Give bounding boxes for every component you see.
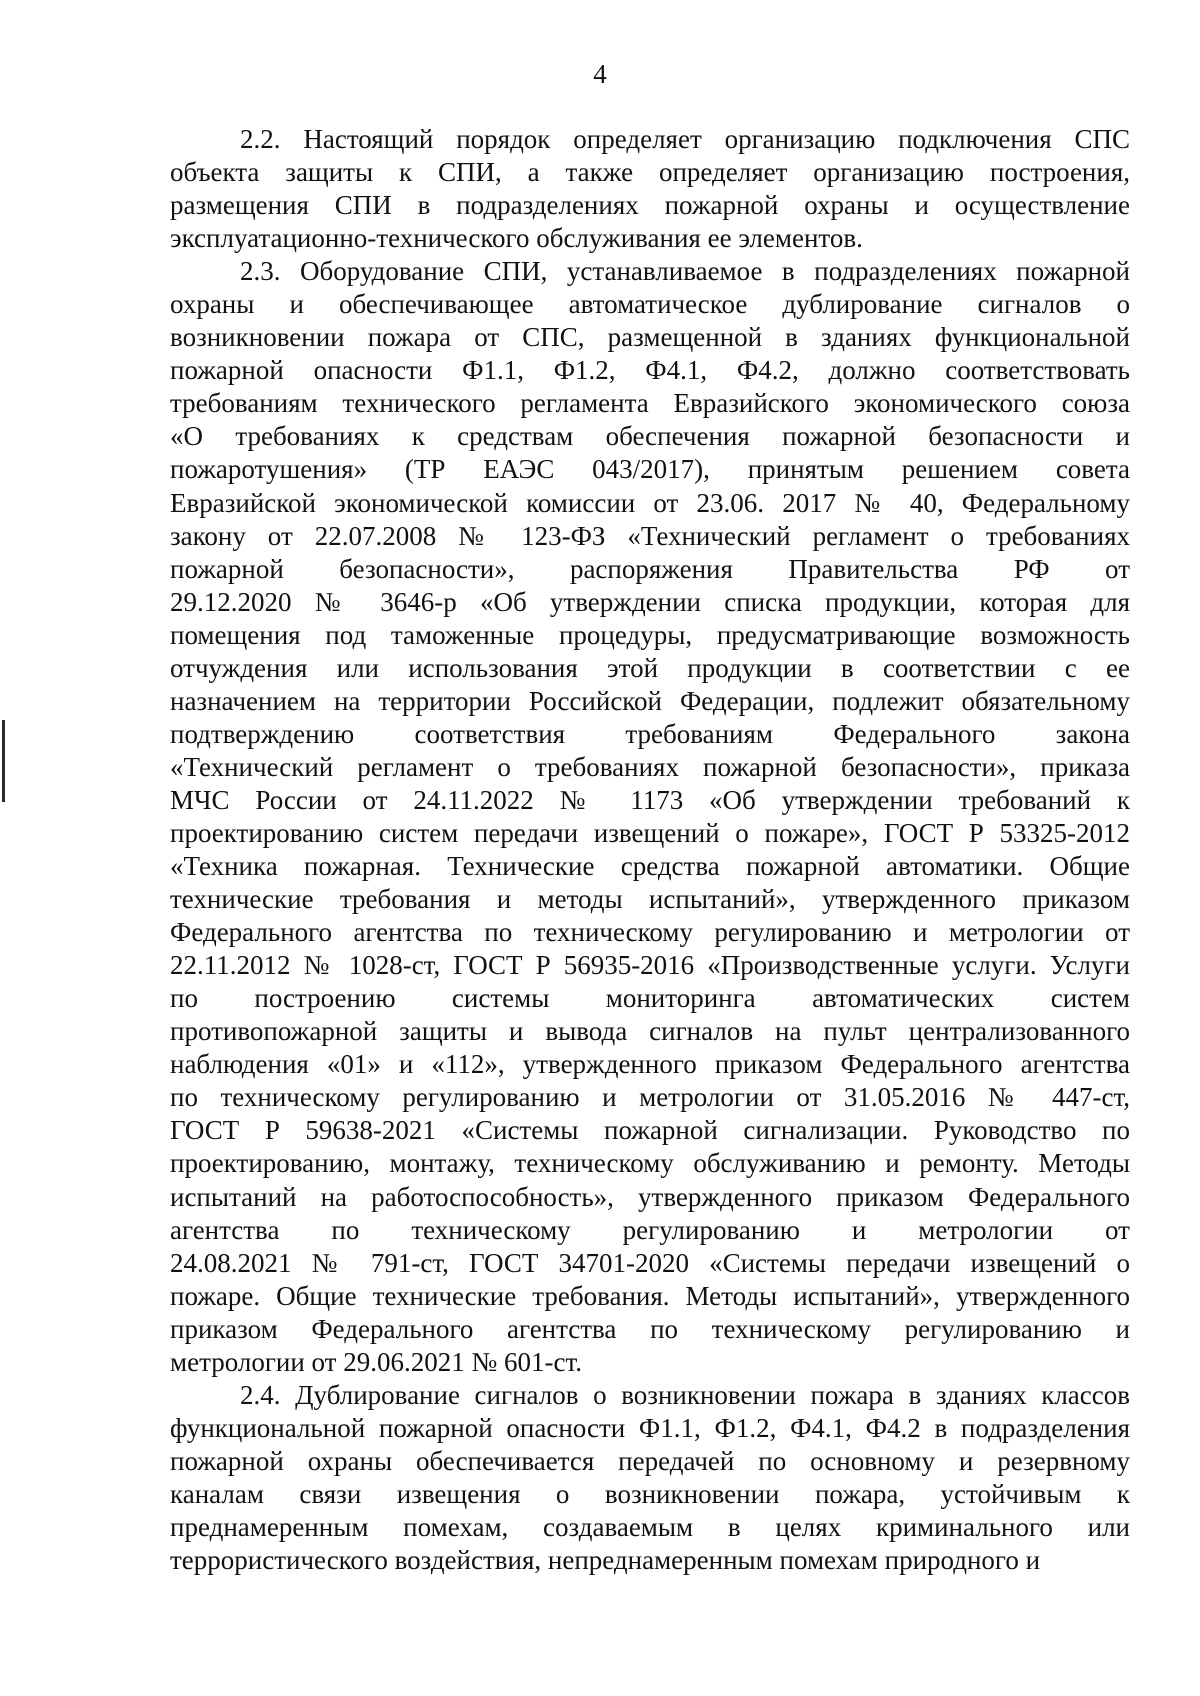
text-line: агентства по техническому регулированию и метрологии от xyxy=(170,1214,1130,1245)
text-line: пожаротушения» (ТР ЕАЭС 043/2017), принятым решением совета xyxy=(170,454,1130,485)
text-line: функциональной пожарной опасности Ф1.1, Ф1.2, Ф4.1, Ф4.2 в подразделения xyxy=(170,1412,1130,1443)
text-line: Федерального агентства по техническому регулированию и метрологии от xyxy=(170,917,1130,948)
text-line: пожарной опасности Ф1.1, Ф1.2, Ф4.1, Ф4.2, должно соответствовать xyxy=(170,355,1130,386)
text-line: Евразийской экономической комиссии от 23.06. 2017 № 40, Федеральному xyxy=(170,487,1130,518)
text-line: преднамеренным помехам, создаваемым в целях криминального или xyxy=(170,1511,1130,1542)
text-line: требованиям технического регламента Евразийского экономического союза xyxy=(170,388,1130,419)
document-body xyxy=(170,123,1130,1577)
text-line: «Технический регламент о требованиях пожарной безопасности», приказа xyxy=(170,751,1130,782)
text-line: 22.11.2012 № 1028-ст, ГОСТ Р 56935-2016 «Производственные услуги. Услуги xyxy=(170,950,1130,981)
text-line: 2.3. Оборудование СПИ, устанавливаемое в подразделениях пожарной xyxy=(240,256,1130,287)
text-line: 29.12.2020 № 3646-р «Об утверждении списка продукции, которая для xyxy=(170,586,1130,617)
text-line: охраны и обеспечивающее автоматическое дублирование сигналов о xyxy=(170,289,1130,320)
text-line: каналам связи извещения о возникновении пожара, устойчивым к xyxy=(170,1478,1130,1509)
text-line: приказом Федерального агентства по техническому регулированию и xyxy=(170,1313,1130,1344)
text-line: метрологии от 29.06.2021 № 601-ст. xyxy=(170,1346,582,1377)
text-line: 2.4. Дублирование сигналов о возникновении пожара в зданиях классов xyxy=(240,1379,1130,1410)
text-line: закону от 22.07.2008 № 123-ФЗ «Технический регламент о требованиях xyxy=(170,520,1130,551)
text-line: пожарной охраны обеспечивается передачей по основному и резервному xyxy=(170,1445,1130,1476)
text-line: ГОСТ Р 59638-2021 «Системы пожарной сигнализации. Руководство по xyxy=(170,1115,1130,1146)
text-line: 24.08.2021 № 791-ст, ГОСТ 34701-2020 «Системы передачи извещений о xyxy=(170,1247,1130,1278)
text-line: помещения под таможенные процедуры, предусматривающие возможность xyxy=(170,619,1130,650)
text-line: «Техника пожарная. Технические средства пожарной автоматики. Общие xyxy=(170,851,1130,882)
text-line: «О требованиях к средствам обеспечения пожарной безопасности и xyxy=(170,421,1130,452)
text-line: подтверждению соответствия требованиям Федерального закона xyxy=(170,718,1130,749)
text-line: испытаний на работоспособность», утвержденного приказом Федерального xyxy=(170,1181,1130,1212)
text-line: объекта защиты к СПИ, а также определяет организацию построения, xyxy=(170,157,1130,188)
paragraph-2-3 xyxy=(170,255,1130,1379)
paragraph-2-4 xyxy=(170,1379,1130,1577)
text-line: 2.2. Настоящий порядок определяет организацию подключения СПС xyxy=(240,124,1130,154)
text-line: наблюдения «01» и «112», утвержденного приказом Федерального агентства xyxy=(170,1049,1130,1080)
text-line: пожарной безопасности», распоряжения Правительства РФ от xyxy=(170,553,1130,584)
page-number: 4 xyxy=(593,59,607,89)
text-line: проектированию, монтажу, техническому обслуживанию и ремонту. Методы xyxy=(170,1148,1130,1179)
scan-margin-mark xyxy=(2,720,5,802)
text-line: эксплуатационно-технического обслуживания ее элементов. xyxy=(170,223,863,254)
paragraph-2-2 xyxy=(170,123,1130,255)
text-line: террористического воздействия, непреднамеренным помехам природного и xyxy=(170,1545,1041,1576)
text-line: технические требования и методы испытаний», утвержденного приказом xyxy=(170,884,1130,915)
text-line: проектированию систем передачи извещений о пожаре», ГОСТ Р 53325-2012 xyxy=(170,817,1130,848)
text-line: возникновении пожара от СПС, размещенной в зданиях функциональной xyxy=(170,322,1130,353)
text-line: отчуждения или использования этой продукции в соответствии с ее xyxy=(170,652,1130,683)
text-line: пожаре. Общие технические требования. Методы испытаний», утвержденного xyxy=(170,1280,1130,1311)
text-line: по техническому регулированию и метрологии от 31.05.2016 № 447-ст, xyxy=(170,1082,1130,1113)
text-line: противопожарной защиты и вывода сигналов на пульт централизованного xyxy=(170,1016,1130,1047)
text-line: МЧС России от 24.11.2022 № 1173 «Об утверждении требований к xyxy=(170,784,1130,815)
text-line: назначением на территории Российской Федерации, подлежит обязательному xyxy=(170,685,1130,716)
text-line: по построению системы мониторинга автоматических систем xyxy=(170,983,1130,1014)
text-line: размещения СПИ в подразделениях пожарной охраны и осуществление xyxy=(170,190,1130,221)
